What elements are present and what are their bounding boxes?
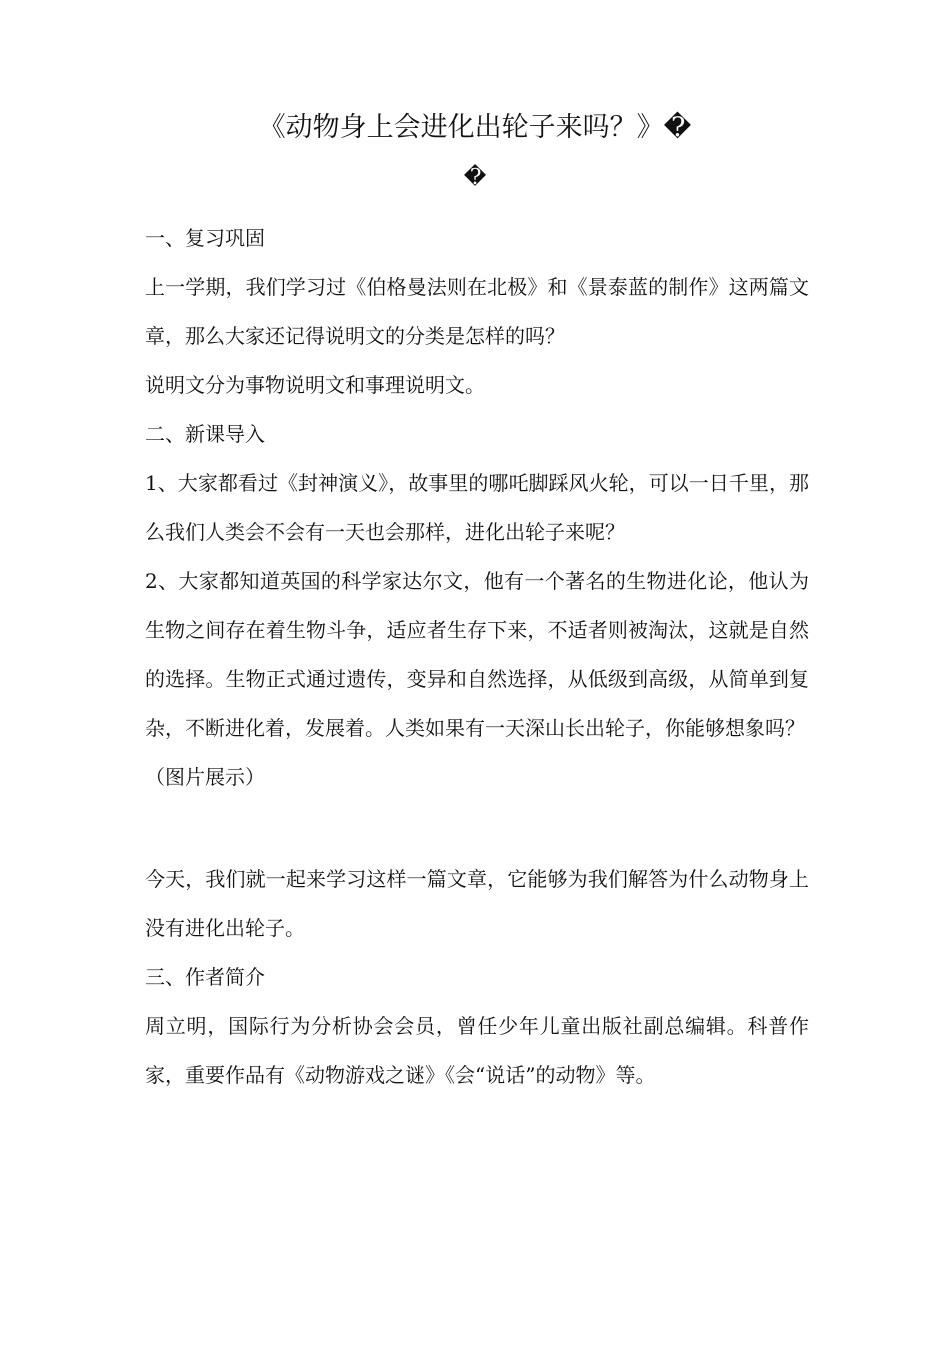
image-placeholder-gap	[145, 802, 809, 855]
paragraph-intro-2: 2、大家都知道英国的科学家达尔文，他有一个著名的生物进化论，他认为生物之间存在着生物斗争，适应者生存下来，不适者则被淘汰，这就是自然的选择。生物正式通过遗传，变异和自然选择，从低级到高级，从简单到复杂，不断进化着，发展着。人类如果有一天深山长出轮子，你能够想象吗？	[145, 569, 809, 740]
paragraph-image-display: （图片展示）	[145, 765, 265, 789]
paragraph-author: 周立明，国际行为分析协会会员，曾任少年儿童出版社副总编辑。科普作家，重要作品有《动物游戏之谜》《会“说话”的动物》等。	[145, 1014, 809, 1087]
document-title: 《动物身上会进化出轮子来吗？》�	[258, 112, 692, 143]
paragraph-review-answer: 说明文分为事物说明文和事理说明文。	[145, 373, 485, 397]
title-placeholder-glyph: �	[463, 165, 487, 190]
paragraph-intro-1: 1、大家都看过《封神演义》，故事里的哪吒脚踩风火轮，可以一日千里，那么我们人类会不会有一天也会那样，进化出轮子来呢？	[145, 471, 809, 544]
section-heading-review: 一、复习巩固	[145, 226, 265, 250]
paragraph-review-question: 上一学期，我们学习过《伯格曼法则在北极》和《景泰蓝的制作》这两篇文章，那么大家还记得说明文的分类是怎样的吗？	[145, 275, 809, 348]
paragraph-today: 今天，我们就一起来学习这样一篇文章，它能够为我们解答为什么动物身上没有进化出轮子。	[145, 867, 809, 940]
section-heading-intro: 二、新课导入	[145, 422, 265, 446]
document-body	[145, 214, 809, 1100]
section-heading-author: 三、作者简介	[145, 965, 265, 989]
